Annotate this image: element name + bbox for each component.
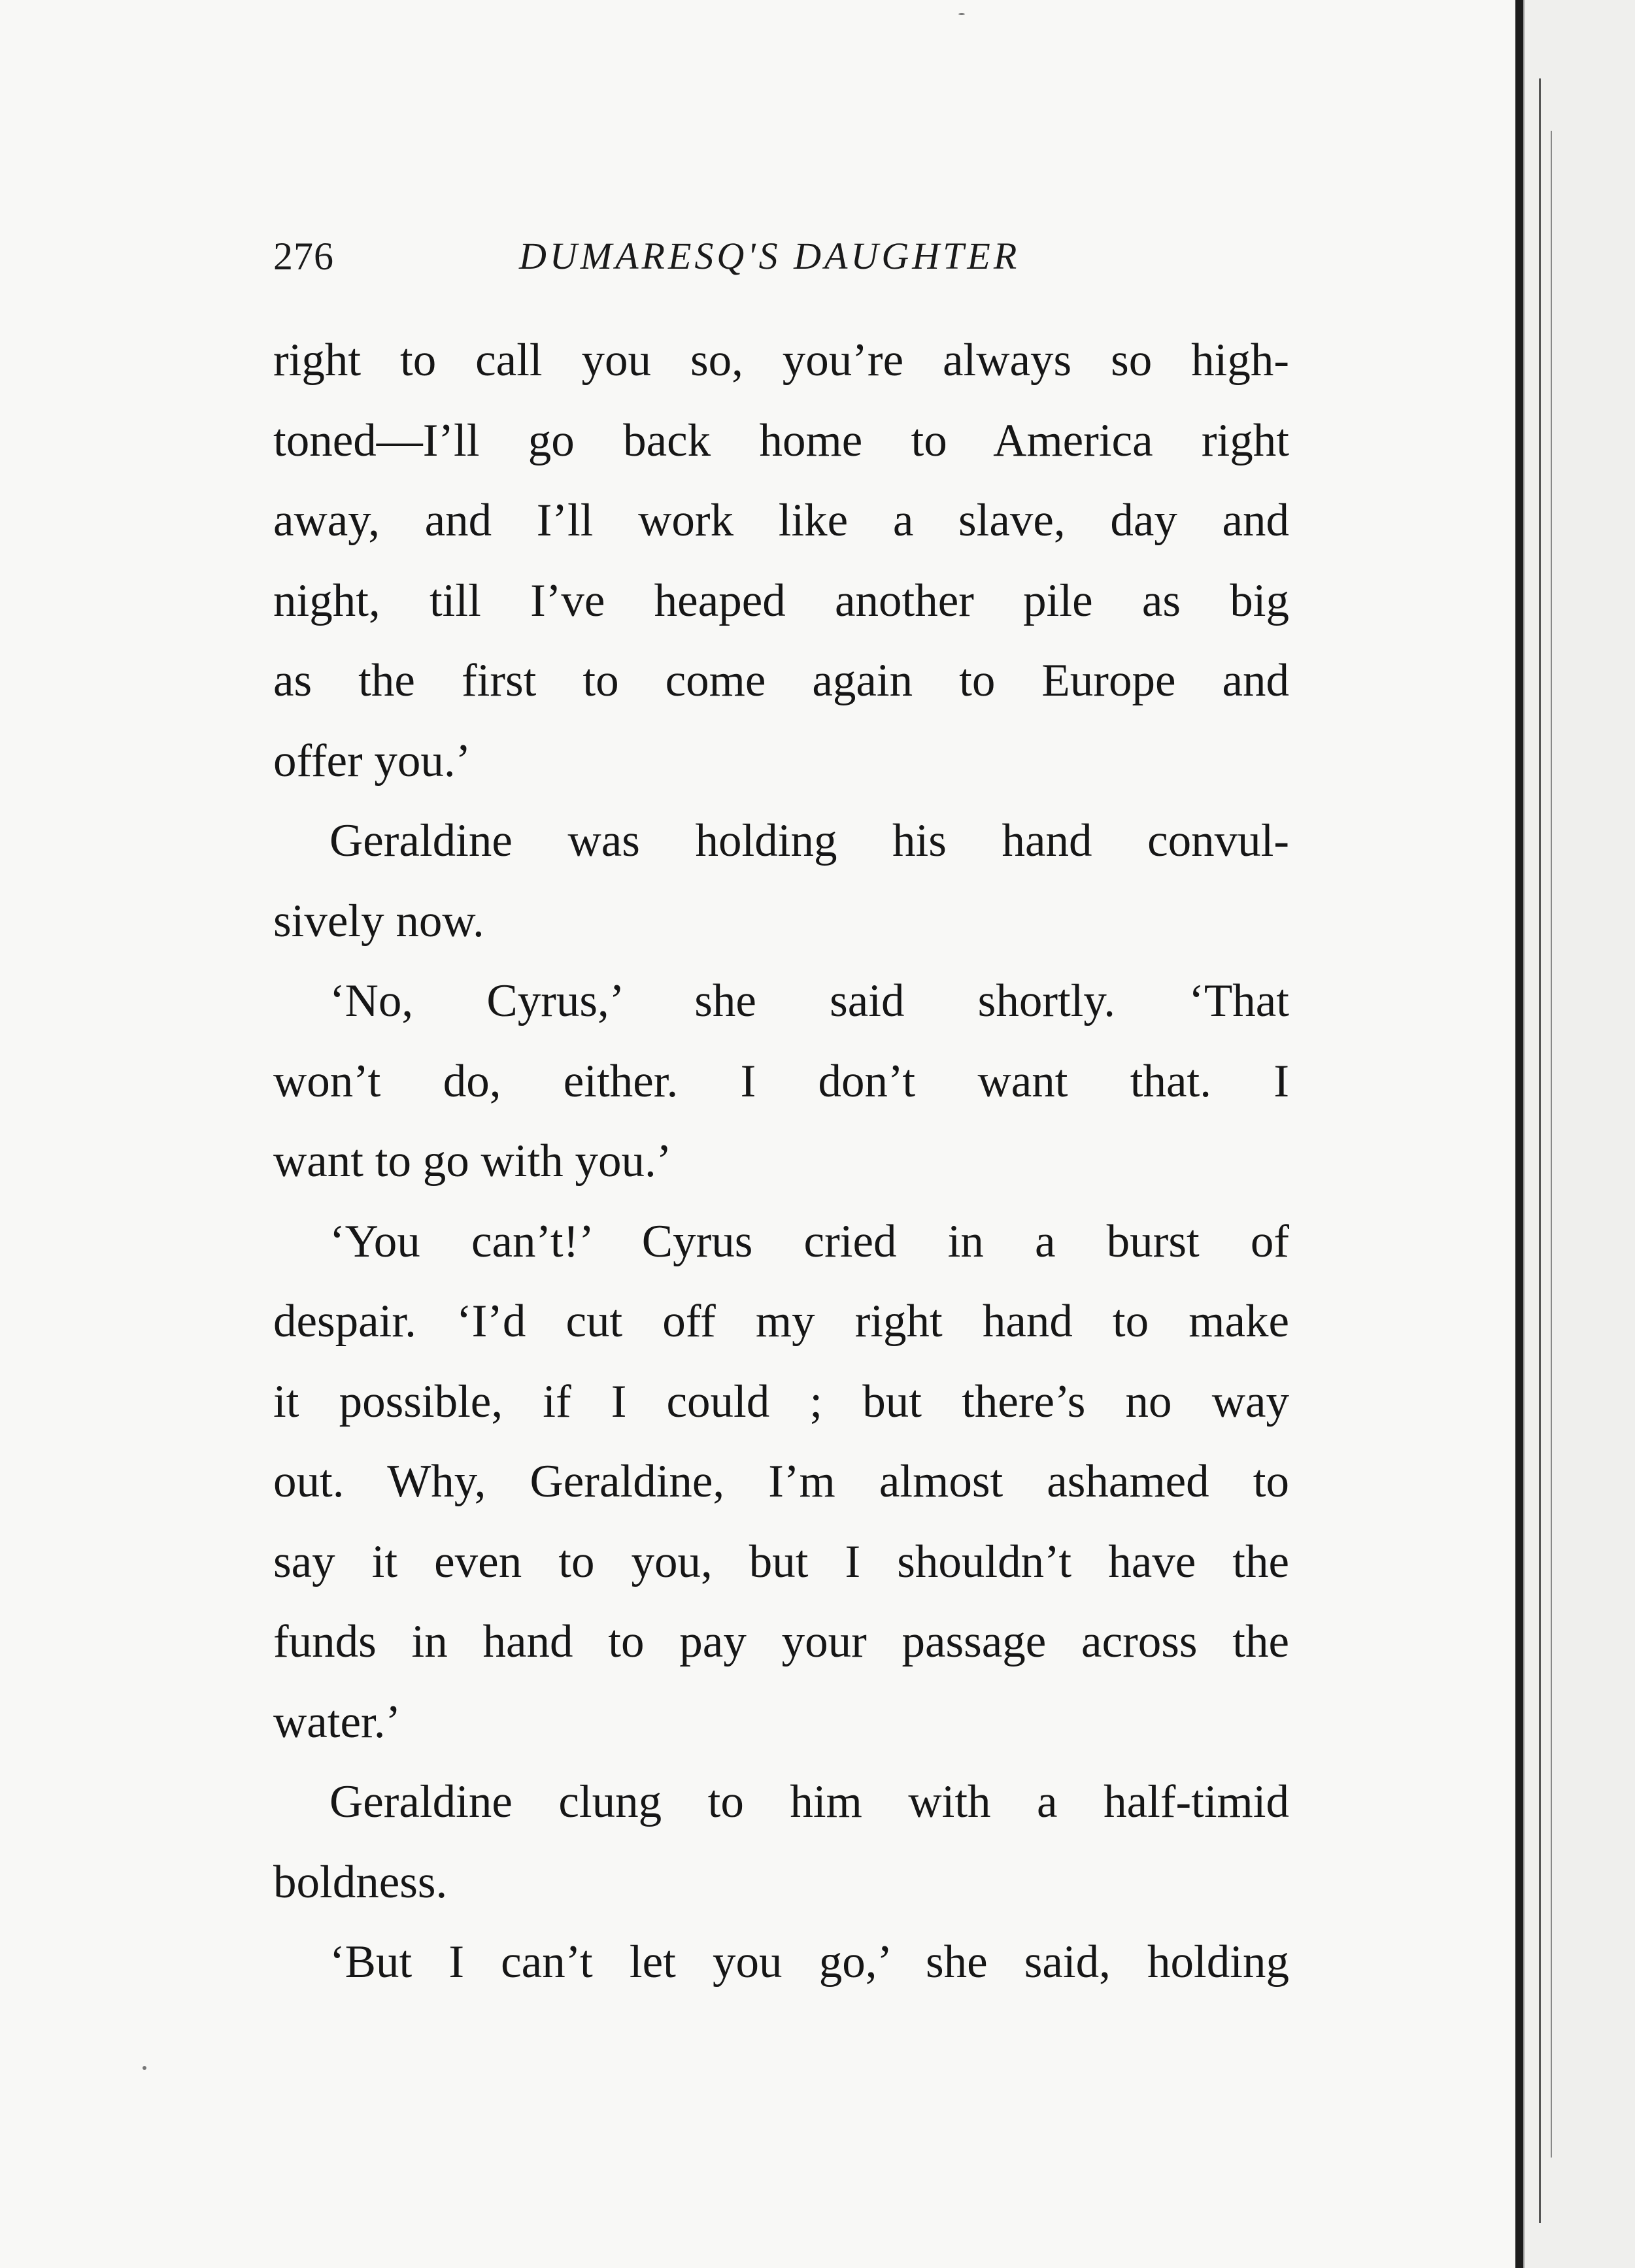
text-line: toned—I’ll go back home to America right (273, 415, 1289, 466)
page-gutter-edge (1515, 0, 1523, 2268)
text-line: funds in hand to pay your passage across the (273, 1616, 1289, 1667)
text-line: despair. ‘I’d cut off my right hand to make (273, 1296, 1289, 1347)
text-line: as the first to come again to Europe and (273, 655, 1289, 706)
text-line: won’t do, either. I don’t want that. I (273, 1055, 1289, 1107)
text-line: ‘But I can’t let you go,’ she said, holding (329, 1937, 1289, 1988)
page-number: 276 (273, 235, 334, 278)
paper-speck (143, 2066, 146, 2070)
text-line: boldness. (273, 1856, 448, 1908)
binding-rule (1539, 78, 1541, 2223)
text-line: it possible, if I could ; but there’s no way (273, 1376, 1289, 1427)
text-line: ‘No, Cyrus,’ she said shortly. ‘That (329, 975, 1289, 1026)
text-line: offer you.’ (273, 735, 471, 787)
text-line: away, and I’ll work like a slave, day and (273, 495, 1289, 546)
text-line: out. Why, Geraldine, I’m almost ashamed to (273, 1456, 1289, 1507)
text-line: want to go with you.’ (273, 1136, 672, 1187)
text-line: night, till I’ve heaped another pile as big (273, 575, 1289, 626)
text-line: right to call you so, you’re always so high- (273, 335, 1289, 386)
text-line: say it even to you, but I shouldn’t have the (273, 1536, 1289, 1587)
body-text (273, 320, 1289, 2003)
text-line: sively now. (273, 895, 484, 947)
running-title: DUMARESQ'S DAUGHTER (519, 235, 1020, 277)
adjacent-page-edge (1523, 0, 1635, 2268)
paper-speck (958, 13, 965, 15)
running-header (273, 229, 1293, 288)
text-line: water.’ (273, 1696, 401, 1748)
binding-rule (1551, 131, 1552, 2158)
text-line: Geraldine was holding his hand convul- (329, 815, 1289, 866)
text-line: Geraldine clung to him with a half-timid (329, 1776, 1289, 1827)
text-line: ‘You can’t!’ Cyrus cried in a burst of (329, 1215, 1289, 1267)
